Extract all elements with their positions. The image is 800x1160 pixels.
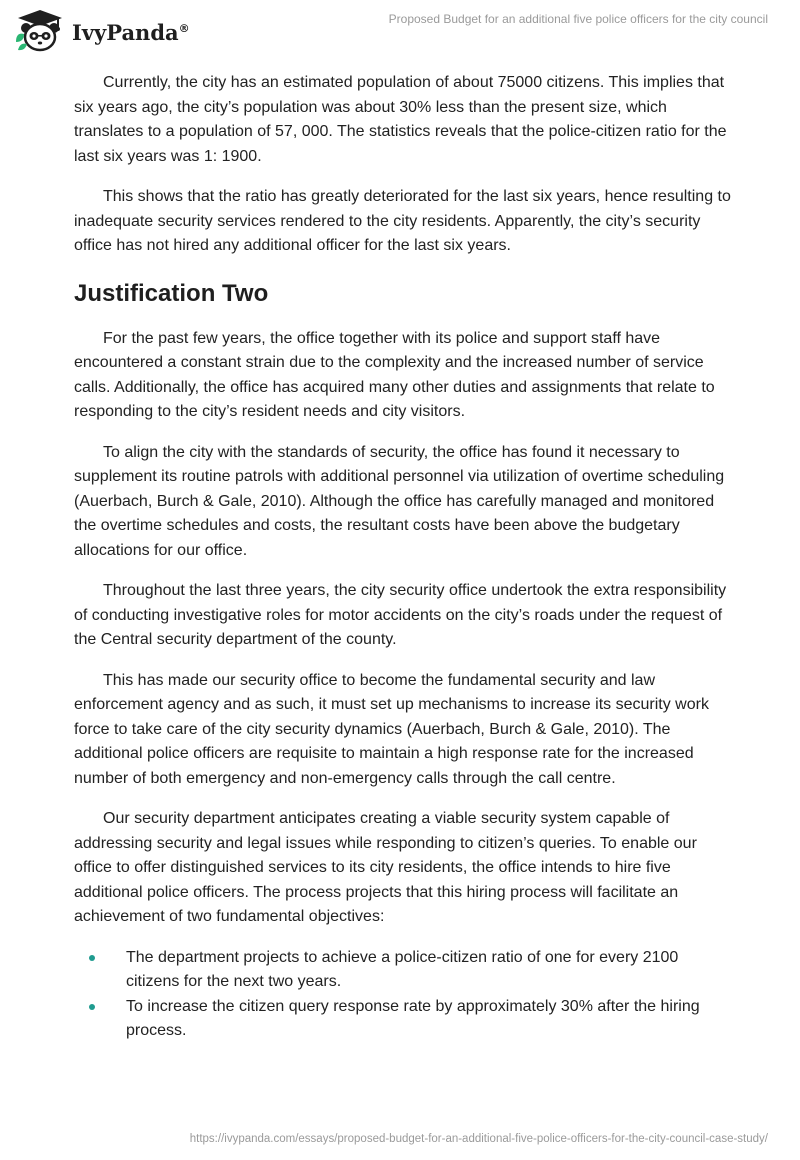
paragraph: This has made our security office to become the fundamental security and law enforcement agency and as such, it must set up mechanisms to increase its security work force to take care of the city security dynamics (Auerbach, Burch & Gale, 2010). The additional police officers are requisite to maintain a high response rate for the increased number of both emergency and non-emergency calls through the call centre.: [74, 671, 709, 787]
brand-name: IvyPanda®: [72, 19, 190, 45]
panda-graduation-cap-icon: [14, 8, 66, 54]
list-item-text: To increase the citizen query response rate by approximately 30% after the hiring process.: [126, 997, 700, 1039]
paragraph: For the past few years, the office together with its police and support staff have encountered a constant strain due to the complexity and the increased number of service calls. Additionally, the office has acquired many other duties and assignments that relate to responding to the city’s resident needs and city visitors.: [74, 329, 715, 420]
document-title: Proposed Budget for an additional five police officers for the city council: [388, 12, 768, 26]
bullet-icon: [89, 955, 95, 961]
list-item-text: The department projects to achieve a police-citizen ratio of one for every 2100 citizens for the next two years.: [126, 948, 679, 990]
source-url[interactable]: https://ivypanda.com/essays/proposed-budget-for-an-additional-five-police-officers-for-the-city-council-case-study/: [189, 1133, 768, 1145]
paragraph: Our security department anticipates creating a viable security system capable of addressing security and legal issues while responding to citizen’s queries. To enable our office to offer distinguished services to its city residents, the office intends to hire five additional police officers. The process projects that this hiring process will facilitate an achievement of two fundamental objectives:: [74, 810, 697, 925]
paragraph: Throughout the last three years, the city security office undertook the extra responsibility of conducting investigative roles for motor accidents on the city’s roads under the request of the Central security department of the county.: [74, 582, 727, 648]
paragraph: To align the city with the standards of security, the office has found it necessary to supplement its routine patrols with additional personnel via utilization of overtime scheduling (Auerbach, Burch & Gale, 2010). Although the office has carefully managed and monitored the overtime schedules and costs, the resultant costs have been above the budgetary allocations for our office.: [74, 443, 725, 559]
page-header: [0, 0, 800, 64]
paragraph: This shows that the ratio has greatly deteriorated for the last six years, hence resulting to inadequate security services rendered to the city residents. Apparently, the city’s security office has not hired any additional officer for the last six years.: [74, 188, 731, 254]
list-item: [74, 946, 734, 995]
objectives-list: [74, 946, 734, 1044]
essay-content: [74, 71, 734, 1044]
ivypanda-logo[interactable]: [14, 8, 190, 54]
section-heading: Justification Two: [74, 279, 269, 307]
paragraph: Currently, the city has an estimated population of about 75000 citizens. This implies that six years ago, the city’s population was about 30% less than the present size, which translates to a population of 57, 000. The statistics reveals that the police-citizen ratio for the last six years was 1: 1900.: [74, 74, 727, 165]
bullet-icon: [89, 1004, 95, 1010]
list-item: [74, 995, 734, 1044]
